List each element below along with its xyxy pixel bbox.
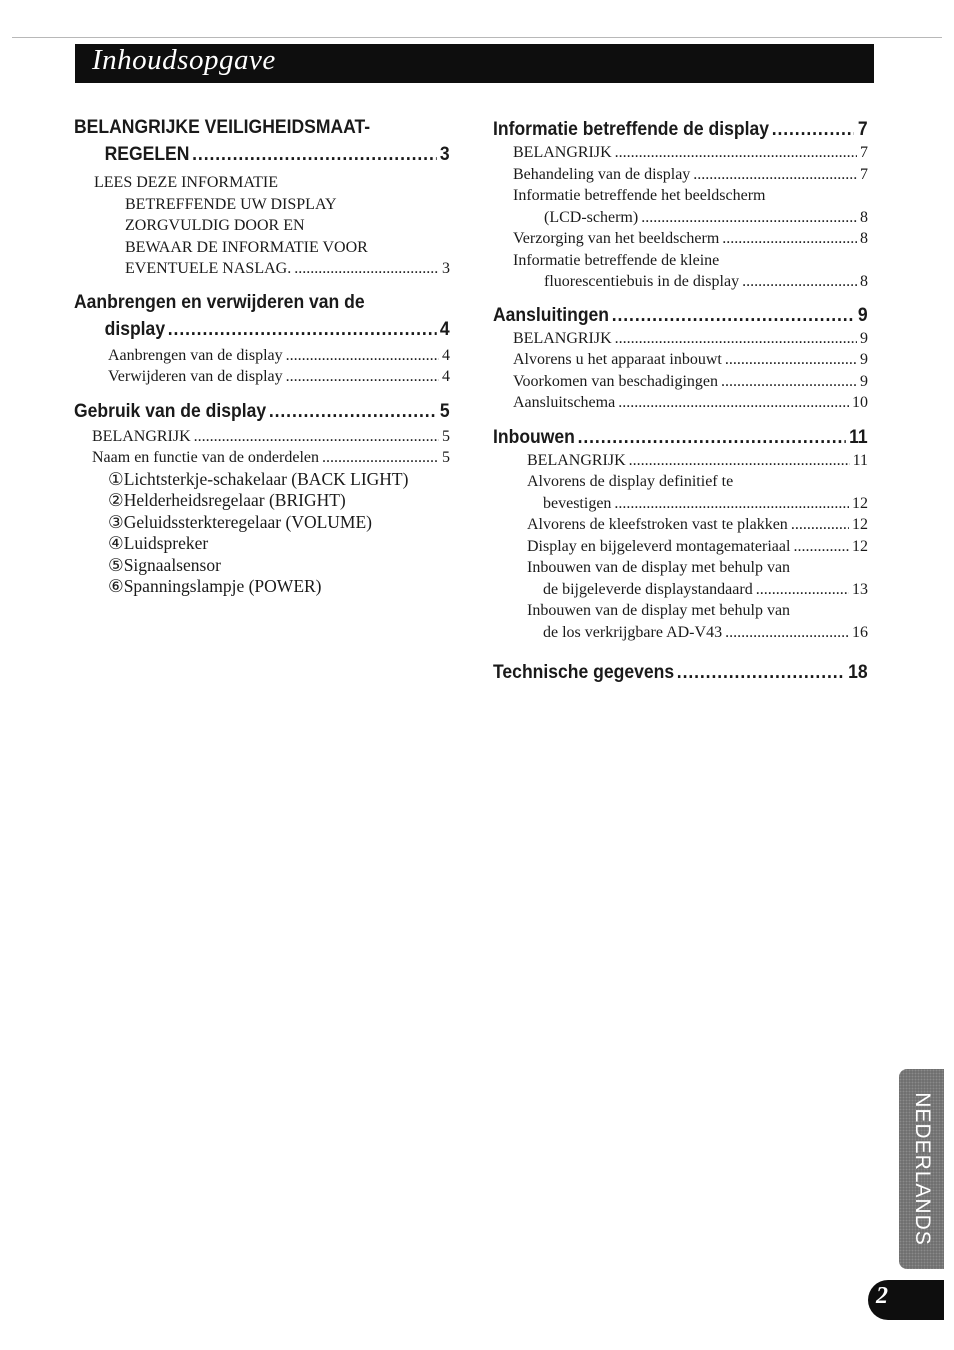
toc-heading: BELANGRIJKE VEILIGHEIDSMAAT- — [74, 116, 371, 138]
dot-leader — [269, 399, 436, 424]
toc-heading[interactable]: Technische gegevens — [493, 661, 675, 683]
toc-section-connections — [493, 303, 868, 414]
dot-leader — [791, 514, 849, 536]
toc-entry-cont[interactable]: fluorescentiebuis in de display — [544, 273, 740, 290]
toc-entry-line[interactable]: LEES DEZE INFORMATIE — [94, 174, 278, 191]
toc-entry[interactable]: BELANGRIJK — [92, 427, 191, 445]
toc-entry-line[interactable]: BETREFFENDE UW DISPLAY — [125, 195, 337, 213]
toc-entry[interactable]: Behandeling van de display — [513, 165, 691, 183]
toc-subitem[interactable]: ①Lichtsterkje-schakelaar (BACK LIGHT) — [108, 468, 409, 489]
top-rule — [12, 37, 942, 38]
toc-subitem[interactable]: ⑥Spanningslampje (POWER) — [108, 576, 322, 596]
dot-leader — [721, 371, 857, 393]
toc-section-installation — [493, 425, 868, 644]
toc-page-number: 5 — [439, 399, 450, 422]
toc-page-number: 12 — [852, 494, 868, 512]
toc-page-number: 7 — [857, 118, 868, 140]
dot-leader — [618, 392, 849, 414]
toc-entry[interactable]: Verzorging van het beeldscherm — [513, 230, 720, 247]
toc-section-mounting — [74, 289, 450, 388]
dot-leader — [192, 141, 436, 168]
toc-page-number: 5 — [442, 427, 450, 445]
toc-page-number: 3 — [442, 260, 450, 277]
toc-subitem[interactable]: ④Luidspreker — [108, 533, 209, 553]
toc-heading[interactable]: Inbouwen — [493, 425, 575, 448]
dot-leader — [693, 164, 857, 186]
toc-entry-cont[interactable]: de bijgeleverde displaystandaard — [543, 580, 753, 598]
dot-leader — [578, 425, 846, 450]
toc-page-number: 10 — [852, 394, 868, 411]
toc-page-number: 4 — [442, 346, 450, 364]
toc-entry-cont[interactable]: (LCD-scherm) — [544, 208, 639, 226]
dot-leader — [722, 228, 857, 250]
toc-entry[interactable]: BELANGRIJK — [513, 329, 612, 347]
dot-leader — [756, 579, 849, 601]
dot-leader — [294, 258, 439, 280]
toc-page-number: 8 — [860, 273, 868, 290]
dot-leader — [615, 328, 857, 350]
toc-entry[interactable]: Alvorens u het apparaat inbouwt — [513, 351, 722, 368]
toc-entry-line[interactable]: EVENTUELE NASLAG. — [125, 260, 292, 277]
toc-entry[interactable]: Aanbrengen van de display — [108, 346, 283, 364]
toc-page-number: 18 — [848, 661, 868, 683]
toc-heading[interactable]: Aansluitingen — [493, 303, 610, 326]
dot-leader — [615, 142, 857, 164]
toc-entry[interactable]: Informatie betreffende de kleine — [513, 251, 720, 269]
toc-page-number: 7 — [860, 165, 868, 183]
dot-leader — [793, 536, 849, 558]
dot-leader — [286, 345, 439, 367]
toc-subitem[interactable]: ⑤Signaalsensor — [108, 554, 221, 575]
dot-leader — [725, 622, 849, 644]
toc-entry[interactable]: BELANGRIJK — [527, 451, 626, 469]
toc-page-number: 9 — [860, 372, 868, 390]
toc-page-number: 11 — [852, 451, 868, 469]
toc-page-number: 11 — [849, 425, 868, 448]
toc-right-column — [493, 117, 868, 685]
toc-entry[interactable]: Inbouwen van de display met behulp van — [527, 559, 791, 576]
toc-heading: Aanbrengen en verwijderen van de — [74, 290, 365, 313]
dot-leader — [286, 366, 439, 388]
toc-page-number: 12 — [852, 516, 868, 533]
page-number-badge — [868, 1280, 944, 1320]
dot-leader — [322, 447, 439, 469]
toc-heading[interactable]: Informatie betreffende de display — [493, 118, 769, 140]
toc-entry[interactable]: Display en bijgeleverd montagemateriaal — [527, 537, 791, 555]
dot-leader — [677, 660, 845, 685]
toc-page-number: 4 — [442, 368, 450, 385]
toc-section-specs — [493, 660, 868, 685]
toc-entry[interactable]: Informatie betreffende het beeldscherm — [513, 187, 766, 204]
toc-section-display-info — [493, 117, 868, 293]
toc-page-number: 12 — [852, 537, 868, 555]
dot-leader — [194, 426, 439, 448]
toc-page-number: 16 — [852, 623, 868, 641]
toc-entry-line[interactable]: BEWAAR DE INFORMATIE VOOR — [125, 238, 368, 256]
toc-page-number: 8 — [860, 230, 868, 247]
toc-page-number: 7 — [860, 144, 868, 161]
dot-leader — [772, 117, 855, 142]
dot-leader — [629, 450, 850, 472]
toc-section-usage — [74, 399, 450, 598]
toc-entry-cont[interactable]: de los verkrijgbare AD-V43 — [543, 623, 723, 641]
toc-entry[interactable]: Aansluitschema — [513, 394, 616, 411]
page-number: 2 — [876, 1283, 888, 1309]
title-bar — [75, 44, 874, 83]
toc-entry[interactable]: Alvorens de display definitief te — [527, 473, 734, 490]
toc-heading-cont[interactable]: REGELEN — [104, 143, 190, 165]
page-title: Inhoudsopgave — [92, 44, 276, 76]
toc-page-number: 5 — [442, 449, 450, 466]
toc-left-column — [74, 114, 450, 598]
toc-entry[interactable]: Naam en functie van de onderdelen — [92, 449, 320, 466]
toc-entry-cont[interactable]: bevestigen — [543, 494, 612, 512]
toc-entry[interactable]: Verwijderen van de display — [108, 368, 283, 385]
dot-leader — [614, 493, 849, 515]
dot-leader — [641, 207, 857, 229]
toc-entry-line[interactable]: ZORGVULDIG DOOR EN — [125, 217, 305, 234]
language-tab — [899, 1069, 944, 1269]
dot-leader — [168, 316, 436, 343]
toc-subitem[interactable]: ②Helderheidsregelaar (BRIGHT) — [108, 490, 346, 510]
toc-entry[interactable]: Voorkomen van beschadigingen — [513, 372, 718, 390]
toc-page-number: 8 — [860, 208, 868, 226]
toc-page-number: 3 — [439, 143, 450, 165]
toc-heading-cont[interactable]: display — [104, 317, 166, 340]
toc-page-number: 9 — [860, 351, 868, 368]
dot-leader — [725, 349, 857, 371]
toc-entry[interactable]: Alvorens de kleefstroken vast te plakken — [527, 516, 788, 533]
toc-subitem[interactable]: ③Geluidssterkteregelaar (VOLUME) — [108, 511, 372, 532]
toc-heading[interactable]: Gebruik van de display — [74, 399, 267, 422]
toc-page-number: 9 — [857, 303, 868, 326]
dot-leader — [612, 303, 855, 328]
toc-entry[interactable]: Inbouwen van de display met behulp van — [527, 602, 791, 619]
dot-leader — [742, 271, 857, 293]
toc-entry[interactable]: BELANGRIJK — [513, 144, 612, 161]
toc-section-safety — [74, 114, 450, 280]
language-tab-label: NEDERLANDS — [910, 1092, 934, 1246]
toc-page-number: 4 — [439, 317, 450, 340]
toc-page-number: 9 — [860, 329, 868, 347]
toc-page-number: 13 — [852, 580, 868, 598]
